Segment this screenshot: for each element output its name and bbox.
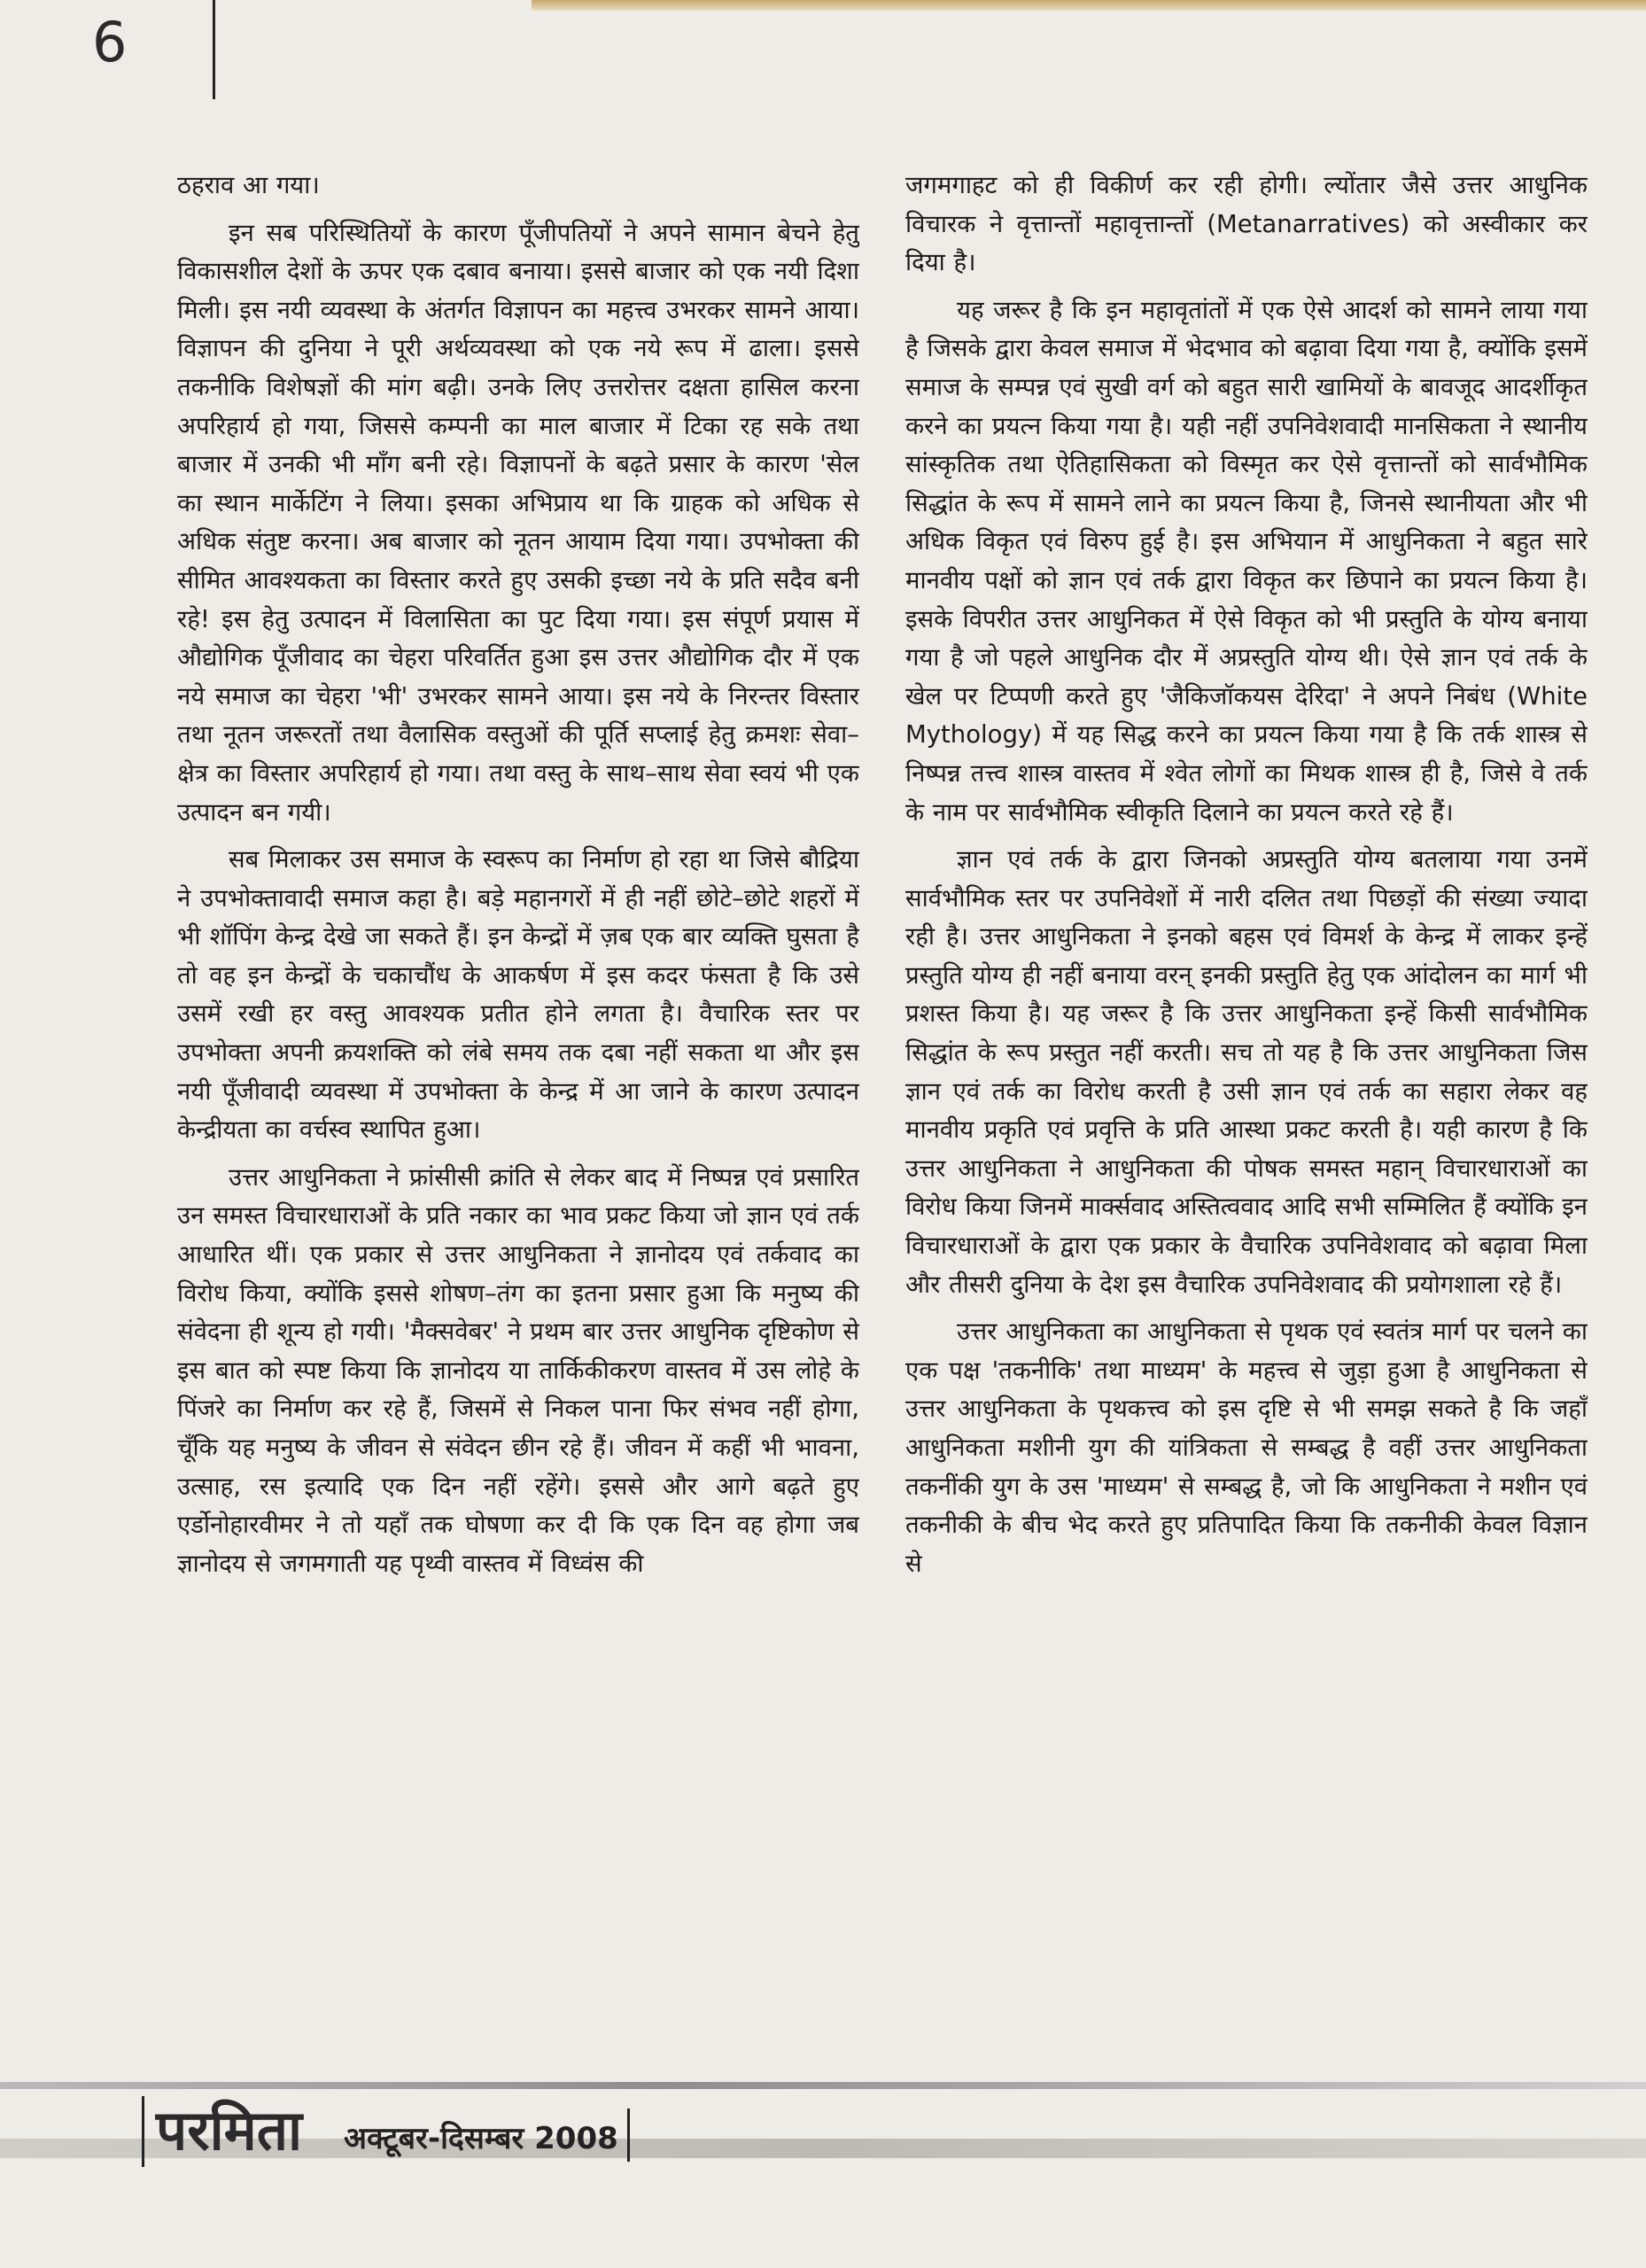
right-paragraph-1: जगमगाहट को ही विकीर्ण कर रही होगी। ल्योंतार जैसे उत्तर आधुनिक विचारक ने वृत्तान्तों महावृत्तान्तों (Metanarratives) को अस्वीकार कर दिया है। (905, 171, 1588, 277)
magazine-name: परमिता (156, 2098, 303, 2163)
left-paragraph-2: इन सब परिस्थितियों के कारण पूँजीपतियों ने अपने सामान बेचने हेतु विकासशील देशों के ऊपर एक दबाव बनाया। इससे बाजार को एक नयी दिशा मिली। इस नयी व्यवस्था के अंतर्गत विज्ञापन का महत्त्व उभरकर सामने आया। विज्ञापन की दुनिया ने पूरी अर्थव्यवस्था को एक नये रूप में ढाला। इससे तकनीकि विशेषज्ञों की मांग बढ़ी। उनके लिए उत्तरोत्तर दक्षता हासिल करना अपरिहार्य हो गया, जिससे कम्पनी का माल बाजार में टिका रह सके तथा बाजार में उनकी भी माँग बनी रहे। विज्ञापनों के बढ़ते प्रसार के कारण 'सेल का स्थान मार्केटिंग ने लिया। इसका अभिप्राय था कि ग्राहक को अधिक से अधिक संतुष्ट करना। अब बाजार को नूतन आयाम दिया गया। उपभोक्ता की सीमित आवश्यकता का विस्तार करते हुए उसकी इच्छा नये के प्रति सदैव बनी रहे! इस हेतु उत्पादन में विलासिता का पुट दिया गया। इस संपूर्ण प्रयास में औद्योगिक पूँजीवाद का चेहरा परिवर्तित हुआ इस उत्तर औद्योगिक दौर में एक नये समाज का चेहरा 'भी' उभरकर सामने आया। इस नये के निरन्तर विस्तार तथा नूतन जरूरतों तथा वैलासिक वस्तुओं की पूर्ति सप्लाई हेतु क्रमशः सेवा–क्षेत्र का विस्तार अपरिहार्य हो गया। तथा वस्तु के साथ–साथ सेवा स्वयं भी एक उत्पादन बन गयी। (177, 218, 859, 827)
header-vertical-rule (213, 0, 215, 99)
issue-date: अक्टूबर-दिसम्बर 2008 (344, 2121, 618, 2156)
left-paragraph-3: सब मिलाकर उस समाज के स्वरूप का निर्माण हो रहा था जिसे बौद्रिया ने उपभोक्तावादी समाज कहा है। बड़े महानगरों में ही नहीं छोटे–छोटे शहरों में भी शॉपिंग केन्द्र देखे जा सकते हैं। इन केन्द्रों में ज़ब एक बार व्यक्ति घुसता है तो वह इन केन्द्रों के चकाचौंध के आकर्षण में इस कदर फंसता है कि उसे उसमें रखी हर वस्तु आवश्यक प्रतीत होने लगता है। वैचारिक स्तर पर उपभोक्ता अपनी क्रयशक्ति को लंबे समय तक दबा नहीं सकता था और इस नयी पूँजीवादी व्यवस्था में उपभोक्ता के केन्द्र में आ जाने के कारण उत्पादन केन्द्रीयता का वर्चस्व स्थापित हुआ। (177, 845, 859, 1145)
footer-left-rule (142, 2096, 144, 2167)
left-paragraph-4: उत्तर आधुनिकता ने फ्रांसीसी क्रांति से लेकर बाद में निष्पन्न एवं प्रसारित उन समस्त विचारधाराओं के प्रति नकार का भाव प्रकट किया जो ज्ञान एवं तर्क आधारित थीं। एक प्रकार से उत्तर आधुनिकता ने ज्ञानोदय एवं तर्कवाद का विरोध किया, क्योंकि इससे शोषण–तंग का इतना प्रसार हुआ कि मनुष्य की संवेदना ही शून्य हो गयी। 'मैक्सवेबर' ने प्रथम बार उत्तर आधुनिक दृष्टिकोण से इस बात को स्पष्ट किया कि ज्ञानोदय या तार्किकीकरण वास्तव में उस लोहे के पिंजरे का निर्माण कर रहे हैं, जिसमें से निकल पाना फिर संभव नहीं होगा, चूँकि यह मनुष्य के जीवन से संवेदन छीन रहे हैं। जीवन में कहीं भी भावना, उत्साह, रस इत्यादि एक दिन नहीं रहेंगे। इससे और आगे बढ़ते हुए एर्डोनोहारवीमर ने तो यहाँ तक घोषणा कर दी कि एक दिन वह होगा जब ज्ञानोदय से जगमगाती यह पृथ्वी वास्तव में विध्वंस की (177, 1162, 859, 1578)
right-paragraph-3: ज्ञान एवं तर्क के द्वारा जिनको अप्रस्तुति योग्य बतलाया गया उनमें सार्वभौमिक स्तर पर उपनिवेशों में नारी दलित तथा पिछड़ों की संख्या ज्यादा रही है। उत्तर आधुनिकता ने इनको बहस एवं विमर्श के केन्द्र में लाकर इन्हें प्रस्तुति योग्य ही नहीं बनाया वरन् इनकी प्रस्तुति हेतु एक आंदोलन का मार्ग भी प्रशस्त किया है। यह जरूर है कि उत्तर आधुनिकता इन्हें किसी सार्वभौमिक सिद्धांत के रूप प्रस्तुत नहीं करती। सच तो यह है कि उत्तर आधुनिकता जिस ज्ञान एवं तर्क का विरोध करती है उसी ज्ञान एवं तर्क का सहारा लेकर वह मानवीय प्रकृति एवं प्रवृत्ति के प्रति आस्था प्रकट करती है। यही कारण है कि उत्तर आधुनिकता ने आधुनिकता की पोषक समस्त महान् विचारधाराओं का विरोध किया जिनमें मार्क्सवाद अस्तित्ववाद आदि सभी सम्मिलित हैं क्योंकि इन विचारधाराओं के द्वारा एक प्रकार के वैचारिक उपनिवेशवाद को बढ़ावा मिला और तीसरी दुनिया के देश इस वैचारिक उपनिवेशवाद की प्रयोगशाला रहे हैं। (905, 845, 1588, 1299)
top-decorative-band (532, 0, 1646, 11)
right-paragraph-2: यह जरूर है कि इन महावृतांतों में एक ऐसे आदर्श को सामने लाया गया है जिसके द्वारा केवल समाज में भेदभाव को बढ़ावा दिया गया है, क्योंकि इसमें समाज के सम्पन्न एवं सुखी वर्ग को बहुत सारी खामियों के बावजूद आदर्शीकृत करने का प्रयत्न किया गया है। यही नहीं उपनिवेशवादी मानसिकता ने स्थानीय सांस्कृतिक तथा ऐतिहासिकता को विस्मृत कर ऐसे वृत्तान्तों को सार्वभौमिक सिद्धांत के रूप में सामने लाने का प्रयत्न किया है, जिनसे स्थानीयता और भी अधिक विकृत एवं विरुप हुई है। इस अभियान में आधुनिकता ने बहुत सारे मानवीय पक्षों को ज्ञान एवं तर्क द्वारा विकृत कर छिपाने का प्रयत्न किया है। इसके विपरीत उत्तर आधुनिकत में ऐसे विकृत को भी प्रस्तुति के योग्य बनाया गया है जो पहले आधुनिक दौर में अप्रस्तुति योग्य थी। ऐसे ज्ञान एवं तर्क के खेल पर टिप्पणी करते हुए 'जैकिजॉकयस देरिदा' ने अपने निबंध (White Mythology) में यह सिद्ध करने का प्रयत्न किया गया है कि तर्क शास्त्र से निष्पन्न तत्त्व शास्त्र वास्तव में श्वेत लोगों का मिथक शास्त्र ही है, जिसे वे तर्क के नाम पर सार्वभौमिक स्वीकृति दिलाने का प्रयत्न करते रहे हैं। (905, 295, 1588, 827)
right-text-column (905, 167, 1588, 2071)
footer-band-top (0, 2082, 1646, 2089)
footer-right-rule (627, 2109, 630, 2162)
page-number: 6 (92, 10, 128, 74)
right-paragraph-4: उत्तर आधुनिकता का आधुनिकता से पृथक एवं स्वतंत्र मार्ग पर चलने का एक पक्ष 'तकनीकि' तथा माध्यम' के महत्त्व से जुड़ा हुआ है आधुनिकता से उत्तर आधुनिकता के पृथकत्त्व को इस दृष्टि से भी समझ सकते है कि जहाँ आधुनिकता मशीनी युग की यांत्रिकता से सम्बद्ध है वहीं उत्तर आधुनिकता तकनींकी युग के उस 'माध्यम' से सम्बद्ध है, जो कि आधुनिकता ने मशीन एवं तकनीकी के बीच भेद करते हुए प्रतिपादित किया कि तकनीकी केवल विज्ञान से (905, 1317, 1588, 1578)
left-paragraph-1: ठहराव आ गया। (177, 171, 320, 199)
left-text-column (177, 167, 859, 2071)
